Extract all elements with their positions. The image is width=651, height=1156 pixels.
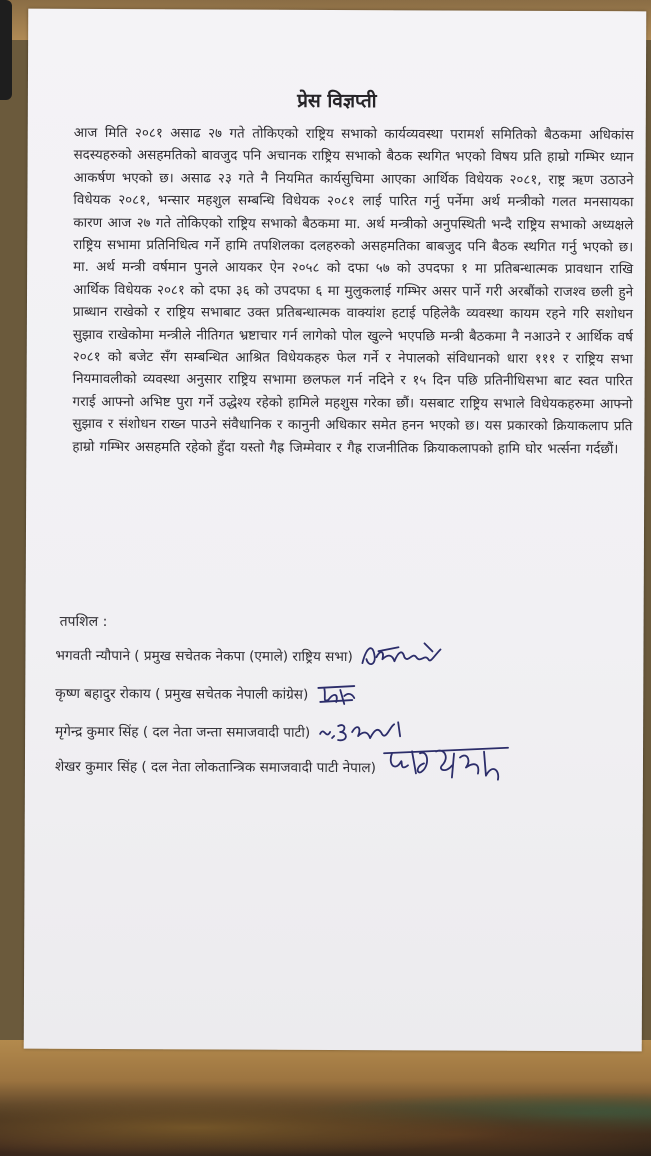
document-body — [72, 123, 633, 462]
signatory-name: मृगेन्द्र कुमार सिंह ( दल नेता जन्ता समाजवादी पाटी) — [55, 723, 311, 741]
signatory-row-3 — [55, 715, 408, 747]
press-release-paper — [24, 9, 647, 1052]
document-title: प्रेस विज्ञप्ती — [297, 89, 377, 113]
signatory-row-1 — [55, 639, 450, 671]
signatory-name: कृष्ण बहादुर रोकाय ( प्रमुख सचेतक नेपाली कांग्रेस) — [55, 685, 309, 703]
signature-3 — [316, 716, 408, 746]
signature-2 — [314, 678, 358, 708]
signatory-name: शेखर कुमार सिंह ( दल नेता लोकतान्त्रिक समाजवादी पाटी नेपाल) — [54, 758, 376, 776]
signatory-list-heading: तपशिल : — [59, 613, 108, 631]
signatory-row-2 — [55, 677, 358, 708]
cloth-pattern — [0, 1085, 651, 1156]
signatory-row-4 — [55, 750, 510, 782]
signature-1 — [359, 637, 451, 673]
body-paragraph: आज मिति २०८१ असाढ २७ गते तोकिएको राष्ट्रिय सभाको कार्यव्यवस्था परामर्श समितिको बैठकमा अधिकांस सदस्यहरुको असहमतिको बावजुद पनि अचानक राष्ट्रिय सभाको बैठक स्थगित भएको विषय प्रति हाम्रो गम्भिर ध्यान आकर्षण भएको छ। असाढ २३ गते नै नियमित कार्यसुचिमा आएका आर्थिक विधेयक २०८१, राष्ट्र ऋण उठाउने विधेयक २०८१, भन्सार महशुल सम्बन्धि विधेयक २०८१ लाई पारित गर्नु पर्नेमा अर्थ मन्त्रीको गलत मनसायका कारण आज २७ गते तोकिएको राष्ट्रिय सभाको बैठकमा मा. अर्थ मन्त्रीको अनुपस्थिती भन्दै राष्ट्रिय सभाको अध्यक्षले राष्ट्रिय सभामा प्रतिनिधित्व गर्ने हामि तपशिलका दलहरुको असहमतिका बाबजुद पनि बैठक स्थगित गर्नु भएको छ। मा. अर्थ मन्त्री वर्षमान पुनले आयकर ऐन २०५८ को दफा ५७ को उपदफा १ मा प्रतिबन्धात्मक प्रावधान राखि आर्थिक विधेयक २०८१ को दफा ३६ को उपदफा ६ मा मुलुकलाई गम्भिर असर पार्ने गरी अरबौंको राजश्व छली हुने प्राब्धान राखेको र राष्ट्रिय सभाबाट उक्त प्रतिबन्धात्मक वाक्यांश हटाई पहिलेकै व्यवस्था कायम रहने गरि सशोधन सुझाव राखेकोमा मन्त्रीले नीतिगत भ्रष्टाचार गर्न लागेको पोल खुल्ने भएपछि मन्त्री बैठकमा नै नआउने र आर्थिक वर्ष २०८१ को बजेट सँग सम्बन्धित आश्रित विधेयकहरु फेल गर्ने र नेपालको संविधानको धारा १११ र राष्ट्रिय सभा नियमावलीको व्यवस्था अनुसार राष्ट्रिय सभामा छलफल गर्न नदिने र १५ दिन पछि प्रतिनीधिसभा बाट स्वत पारित गराई आफ्नो अभिष्ट पुरा गर्ने उद्धेश्य रहेको हामिले महशुस गरेका छौं। यसबाट राष्ट्रिय सभाले विधेयकहरुमा आफ्नो सुझाव र संशोधन राख्न पाउने संवैधानिक र कानुनी अधिकार समेत हनन भएको छ। यस प्रकारको क्रियाकलाप प्रति हाम्रो गम्भिर असहमति रहेको हुँदा यस्तो गैह्र जिम्मेवार र गैह्र राजनीतिक क्रियाकलापको हामि घोर भर्त्सना गर्दछौं। — [72, 125, 634, 457]
signatory-name: भगवती न्यौपाने ( प्रमुख सचेतक नेकपा (एमाले) राष्ट्रिय सभा) — [55, 647, 353, 665]
signature-4 — [382, 743, 510, 790]
dark-object-edge — [0, 0, 12, 100]
